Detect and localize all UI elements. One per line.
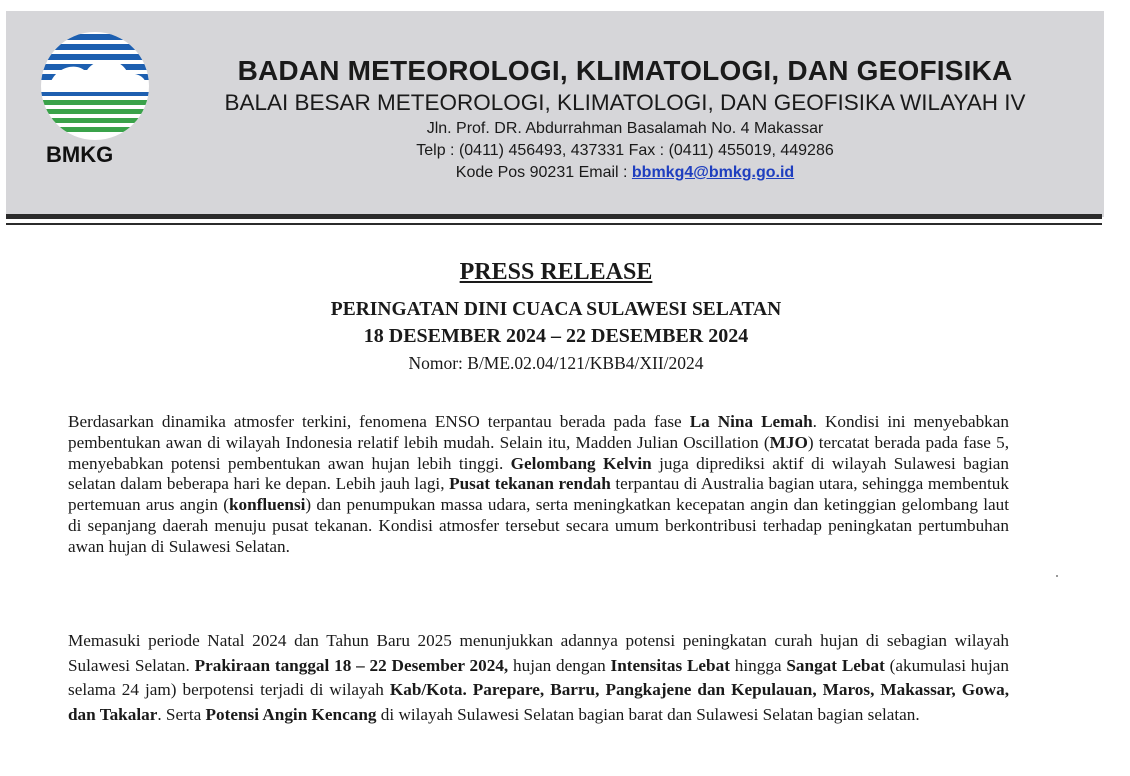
- paragraph-forecast: [68, 629, 1009, 727]
- p2-text: Memasuki periode Natal 2024 dan Tahun Baru 2025 menunjukkan adannya potensi peningkatan curah hujan di sebagian wilayah Sulawesi Selatan.: [68, 631, 1009, 675]
- p2-bold: Potensi Angin Kencang: [205, 704, 377, 724]
- email-link[interactable]: bbmkg4@bmkg.go.id: [631, 164, 795, 181]
- date-range: 18 DESEMBER 2024 – 22 DESEMBER 2024: [363, 325, 749, 347]
- title-block: [0, 256, 1112, 376]
- p1-bold: konfluensi: [228, 495, 306, 515]
- logo-text: BMKG: [46, 142, 114, 167]
- p1-text: terpantau di Australia bagian utara, sehingga membentuk pertemuan arus angin (: [68, 474, 1009, 515]
- p1-bold: Pusat tekanan rendah: [449, 474, 611, 494]
- postal-code: Kode Pos 90231 Email :: [455, 164, 632, 181]
- p1-bold: Gelombang Kelvin: [510, 453, 652, 473]
- p2-text: . Serta: [157, 704, 206, 724]
- scan-speck: [1056, 575, 1058, 577]
- document-number: Nomor: B/ME.02.04/121/KBB4/XII/2024: [408, 353, 704, 373]
- press-release-title: PRESS RELEASE: [459, 259, 653, 285]
- p1-bold: MJO: [769, 432, 808, 452]
- p1-text: ) tercatat berada pada fase 5, menyebabkan potensi pembentukan awan hujan lebih tinggi.: [68, 432, 1009, 473]
- header-divider-thick: [6, 214, 1102, 219]
- p1-text: Berdasarkan dinamika atmosfer terkini, fenomena ENSO terpantau berada pada fase: [68, 412, 690, 431]
- bmkg-logo-icon: [36, 32, 154, 140]
- org-address: Jln. Prof. DR. Abdurrahman Basalamah No. 4 Makassar: [426, 120, 824, 137]
- p2-text: (akumulasi hujan selama 24 jam) berpotensi terjadi di wilayah: [68, 655, 1009, 699]
- org-subname: BALAI BESAR METEOROLOGI, KLIMATOLOGI, DAN GEOFISIKA WILAYAH IV: [224, 90, 1026, 115]
- warning-subtitle: PERINGATAN DINI CUACA SULAWESI SELATAN: [330, 299, 782, 320]
- p1-text: juga diprediksi aktif di wilayah Sulawesi bagian selatan dalam beberapa hari ke depan. Lebih jauh lagi,: [68, 453, 1009, 494]
- p1-text: ) dan penumpukan massa udara, serta meningkatkan kecepatan angin dan ketinggian gelombang laut di sepanjang daerah menuju pusat tekanan. Kondisi atmosfer tersebut secara umum berkontribusi terhadap peningkatan pertumbuhan awan hujan di Sulawesi Selatan.: [68, 495, 1009, 556]
- org-header: [180, 54, 1070, 184]
- org-postal-email: [180, 162, 1070, 184]
- p2-bold: Intensitas Lebat: [610, 655, 730, 675]
- paragraph-atmosphere: [68, 412, 1009, 558]
- p2-text: hingga: [729, 655, 787, 675]
- p2-bold: Prakiraan tanggal 18 – 22 Desember 2024,: [194, 655, 509, 675]
- p1-bold: La Nina Lemah: [689, 412, 813, 431]
- org-name: BADAN METEOROLOGI, KLIMATOLOGI, DAN GEOFISIKA: [237, 55, 1013, 86]
- p2-bold: Kab/Kota. Parepare, Barru, Pangkajene dan Kepulauan, Maros, Makassar, Gowa, dan Takalar: [68, 680, 1009, 724]
- org-phone: Telp : (0411) 456493, 437331 Fax : (0411) 455019, 449286: [416, 142, 834, 159]
- p2-text: hujan dengan: [508, 655, 611, 675]
- p2-bold: Sangat Lebat: [786, 655, 885, 675]
- p2-text: di wilayah Sulawesi Selatan bagian barat dan Sulawesi Selatan bagian selatan.: [376, 704, 920, 724]
- p1-text: . Kondisi ini menyebabkan pembentukan awan di wilayah Indonesia relatif lebih mudah. Selain itu, Madden Julian Oscillation (: [68, 412, 1009, 452]
- header-divider-thin: [6, 223, 1102, 225]
